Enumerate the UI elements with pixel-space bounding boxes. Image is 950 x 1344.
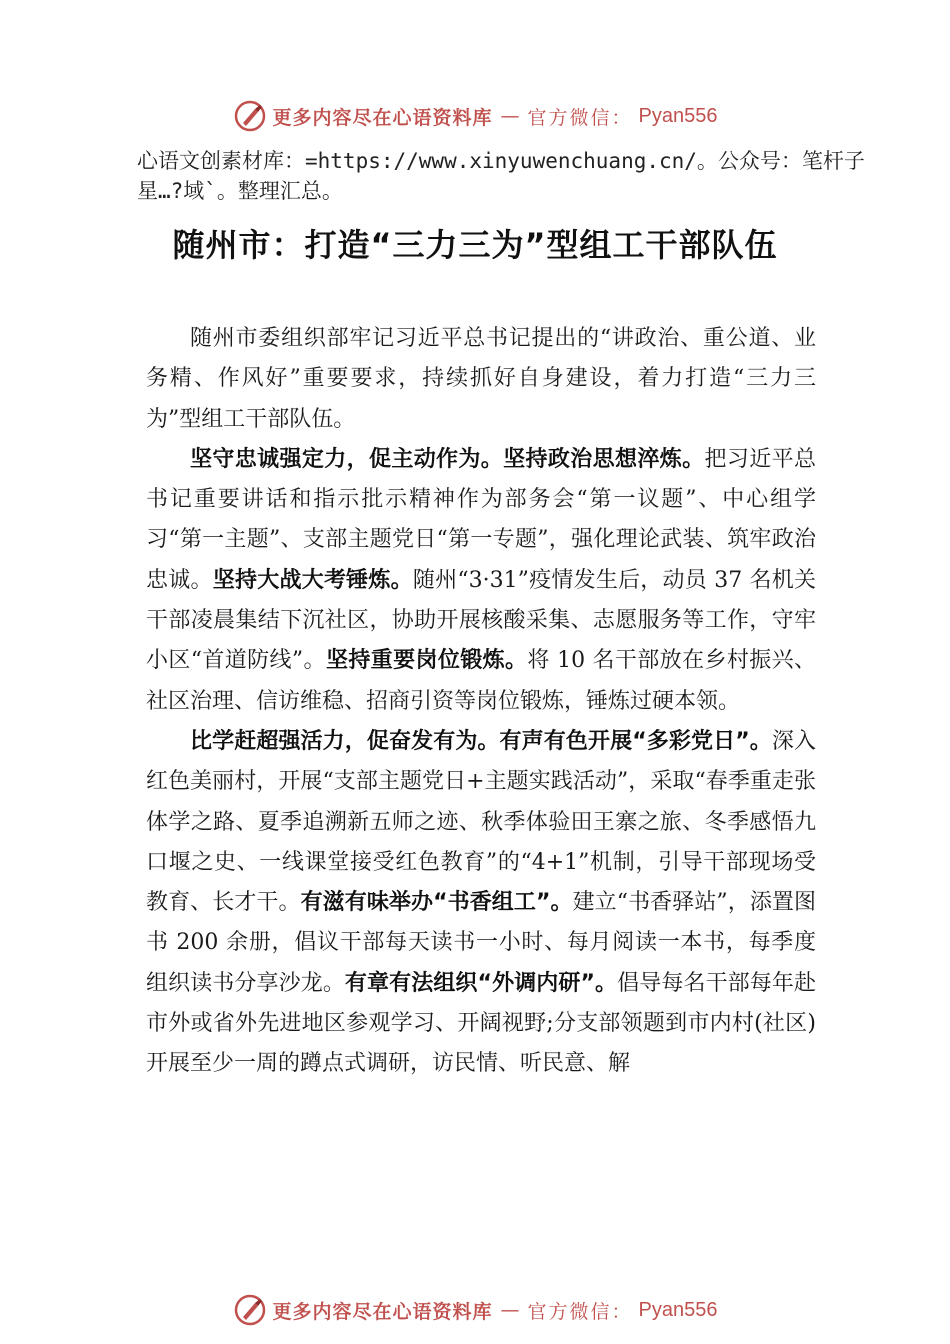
bold-heading: 有滋有味举办“书香组工”。	[300, 890, 573, 916]
bold-heading: 比学赶超强活力，促奋发有为。有声有色开展“多彩党日”。	[190, 728, 772, 754]
watermark-wechat-label: 官方微信：	[527, 106, 633, 129]
pen-nib-logo-icon	[233, 1293, 267, 1327]
paragraph-text: 深入红色美丽村，开展“支部主题党日+主题实践活动”，采取“春季重走张体学之路、夏季追溯新五师之迹、秋季体验田王寨之旅、冬季感悟九口堰之史、一线课堂接受红色教育”的“4+1”机制，引导干部现场受教育、长才干。	[146, 728, 816, 916]
bold-heading: 有章有法组织“外调内研”。	[344, 970, 618, 996]
bold-heading: 坚持大战大考锤炼。	[212, 567, 413, 593]
paragraph-text: 倡导每名干部每年赴市外或省外先进地区参观学习、开阔视野;分支部领题到市内村(社区)开展至少一周的蹲点式调研，访民情、听民意、解	[146, 970, 816, 1077]
paragraph-loyalty	[146, 440, 816, 722]
paragraph-vitality	[146, 722, 816, 1085]
watermark-wechat-label: 官方微信：	[527, 1300, 633, 1323]
paragraph-text: 建立“书香驿站”，添置图书 200 余册，倡议干部每天读书一小时、每月阅读一本书，每季度组织读书分享沙龙。	[146, 890, 816, 996]
pen-nib-logo-icon	[233, 99, 267, 133]
document-title: 随州市：打造“三力三为”型组工干部队伍	[172, 226, 778, 264]
watermark-text: 更多内容尽在心语资料库	[272, 106, 493, 129]
bold-heading: 坚持重要岗位锻炼。	[325, 648, 528, 674]
footer-watermark	[0, 1290, 950, 1330]
bold-heading: 坚守忠诚强定力，促主动作为。坚持政治思想淬炼。	[190, 446, 705, 472]
source-line: 心语文创素材库：=https://www.xinyuwenchuang.cn/。公众号：笔杆子星…?域`。整理汇总。	[137, 149, 865, 203]
watermark-dash: —	[500, 1299, 520, 1321]
watermark-wechat-id: Pyan556	[638, 104, 718, 127]
watermark-dash: —	[500, 105, 520, 127]
paragraph-text: 把习近平总书记重要讲话和指示批示精神作为部务会“第一议题”、中心组学习“第一主题”、支部主题党日“第一专题”，强化理论武装、筑牢政治忠诚。	[146, 446, 816, 593]
paragraph-text: 随州“3·31”疫情发生后，动员 37 名机关干部凌晨集结下沉社区，协助开展核酸采集、志愿服务等工作，守牢小区“首道防线”。	[146, 567, 816, 674]
watermark-text: 更多内容尽在心语资料库	[272, 1300, 493, 1323]
watermark-wechat-id: Pyan556	[638, 1298, 718, 1321]
document-body	[146, 319, 816, 1085]
paragraph-text: 将 10 名干部放在乡村振兴、社区治理、信访维稳、招商引资等岗位锻炼，锤炼过硬本领。	[146, 648, 816, 714]
paragraph-intro: 随州市委组织部牢记习近平总书记提出的“讲政治、重公道、业务精、作风好”重要要求，持续抓好自身建设，着力打造“三力三为”型组工干部队伍。	[146, 326, 816, 432]
header-watermark	[0, 96, 950, 136]
